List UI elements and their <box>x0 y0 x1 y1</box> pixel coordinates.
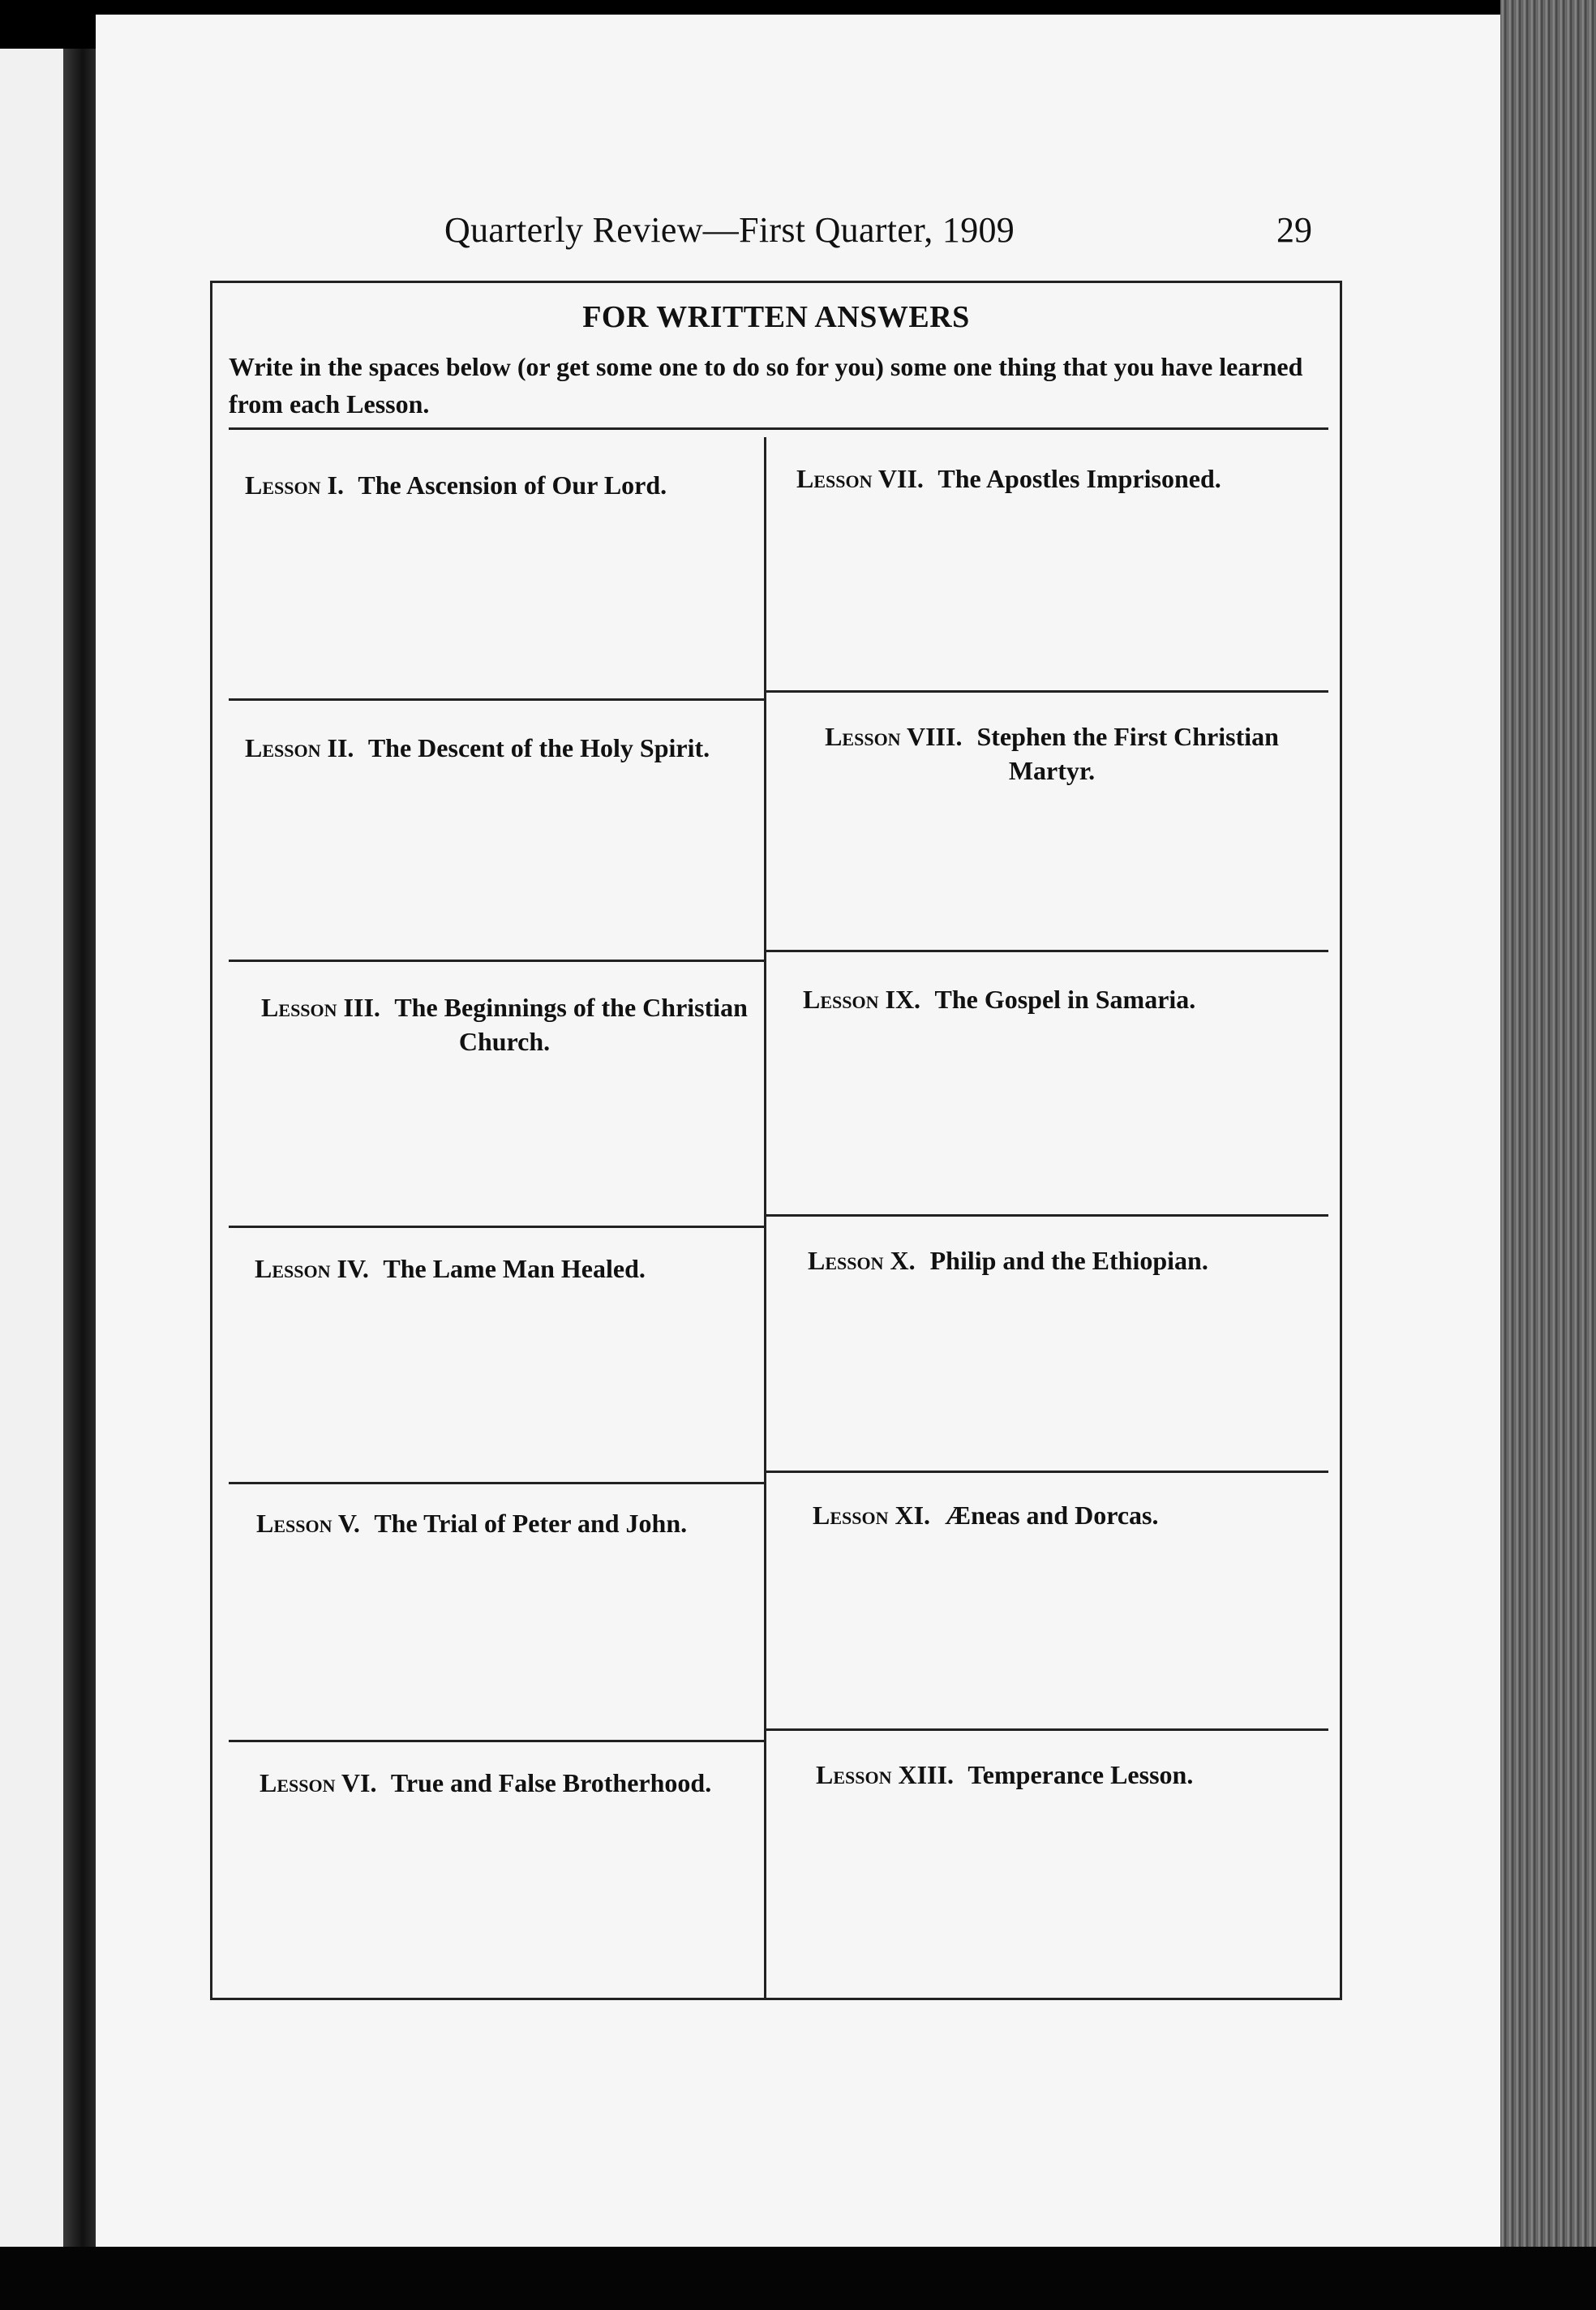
page-number: 29 <box>1276 210 1312 250</box>
row-rule <box>766 690 1328 693</box>
lesson-label: Lesson XI. <box>813 1501 931 1530</box>
lesson-label: Lesson VII. <box>796 464 924 493</box>
lesson-label: Lesson XIII. <box>816 1760 954 1789</box>
lesson-3 <box>245 990 764 1058</box>
lesson-title: Philip and the Ethiopian. <box>929 1246 1208 1275</box>
lesson-7 <box>796 462 1324 496</box>
lesson-1 <box>245 468 748 502</box>
book-gutter <box>63 49 96 2310</box>
lesson-label: Lesson IV. <box>255 1254 369 1283</box>
running-head: Quarterly Review—First Quarter, 1909 <box>444 210 1015 250</box>
lesson-title: The Apostles Imprisoned. <box>937 464 1221 493</box>
lesson-2 <box>245 731 756 765</box>
row-rule <box>766 950 1328 952</box>
column-divider <box>764 437 766 1999</box>
lesson-title: Stephen the First Christian Martyr. <box>976 722 1279 785</box>
page-edges <box>1500 0 1596 2310</box>
lesson-6 <box>260 1766 754 1800</box>
row-rule <box>229 1482 764 1484</box>
written-answers-box <box>210 281 1342 2000</box>
lesson-12 <box>816 1758 1327 1792</box>
lesson-4 <box>255 1252 749 1286</box>
row-rule <box>229 1226 764 1228</box>
row-rule <box>766 1471 1328 1473</box>
lesson-label: Lesson X. <box>808 1246 916 1275</box>
lesson-title: Temperance Lesson. <box>967 1760 1194 1789</box>
lesson-label: Lesson VIII. <box>825 722 963 751</box>
lesson-label: Lesson II. <box>245 733 354 762</box>
row-rule <box>229 960 764 962</box>
lesson-10 <box>808 1243 1327 1277</box>
lesson-title: The Ascension of Our Lord. <box>358 470 667 500</box>
lesson-label: Lesson IX. <box>803 985 921 1014</box>
lesson-title: The Beginnings of the Christian Church. <box>394 993 748 1056</box>
lesson-5 <box>256 1506 751 1540</box>
header-rule <box>229 427 1328 430</box>
facing-page-edge <box>0 49 63 2310</box>
lesson-title: Æneas and Dorcas. <box>945 1501 1159 1530</box>
lesson-title: The Trial of Peter and John. <box>374 1509 688 1538</box>
lesson-title: The Gospel in Samaria. <box>934 985 1196 1014</box>
row-rule <box>229 1740 764 1742</box>
scan-bottom-shadow <box>0 2247 1596 2310</box>
lesson-title: The Lame Man Healed. <box>383 1254 646 1283</box>
lesson-title: The Descent of the Holy Spirit. <box>367 733 710 762</box>
lesson-8 <box>780 719 1324 788</box>
row-rule <box>766 1214 1328 1217</box>
lesson-9 <box>803 982 1322 1016</box>
lesson-label: Lesson V. <box>256 1509 360 1538</box>
lesson-label: Lesson I. <box>245 470 344 500</box>
box-title: FOR WRITTEN ANSWERS <box>582 300 970 334</box>
lesson-11 <box>813 1498 1324 1532</box>
box-instructions: Write in the spaces below (or get some one to do so for you) some one thing that you have learned from each Lesson. <box>229 352 1303 419</box>
lesson-label: Lesson III. <box>261 993 380 1022</box>
lesson-title: True and False Brotherhood. <box>390 1768 712 1797</box>
lesson-label: Lesson VI. <box>260 1768 377 1797</box>
row-rule <box>766 1728 1328 1731</box>
row-rule <box>229 698 764 701</box>
